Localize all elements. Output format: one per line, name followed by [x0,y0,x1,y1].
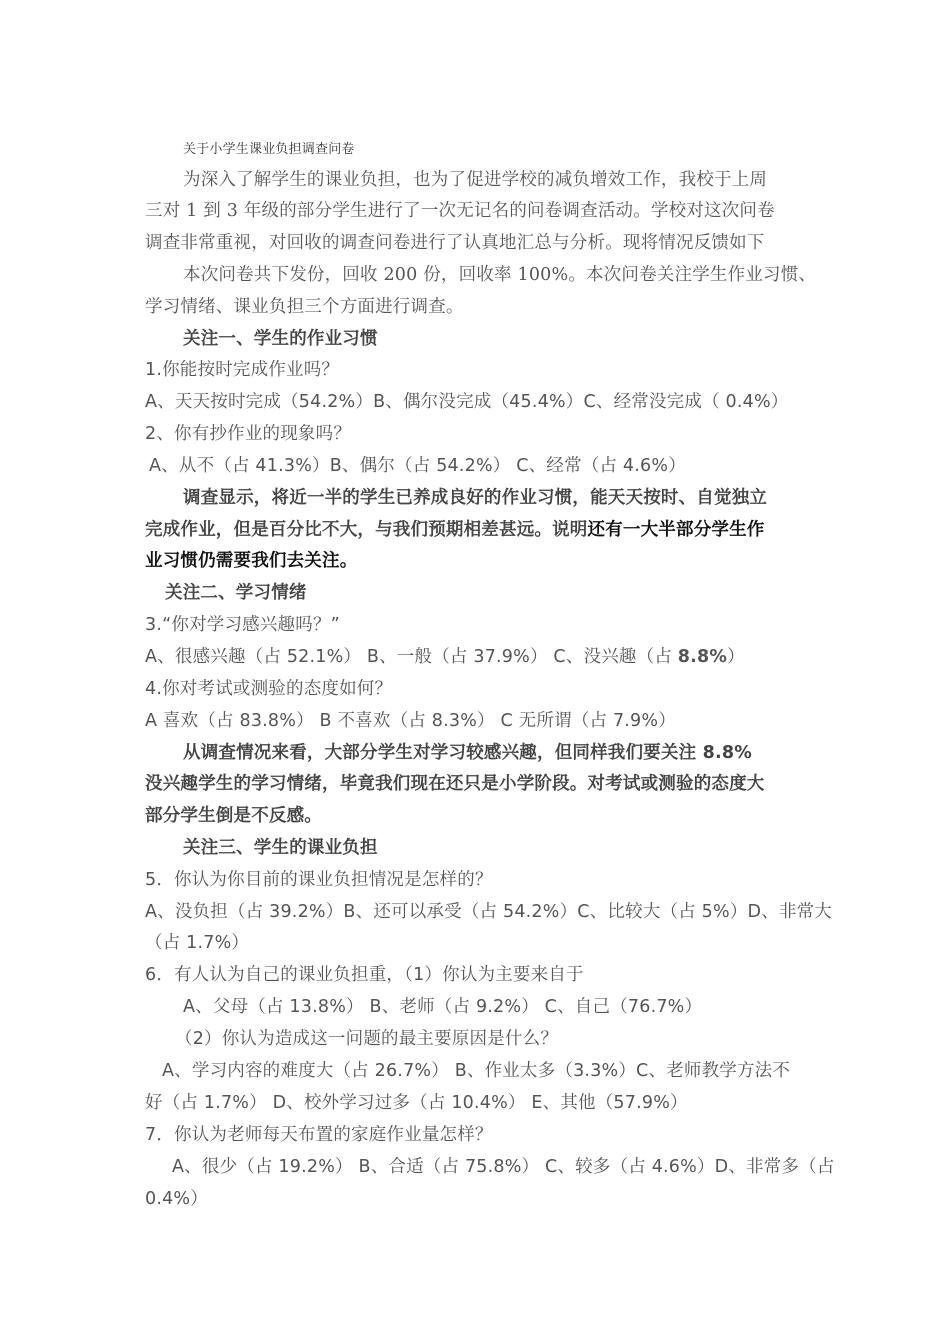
intro-line-1: 为深入了解学生的课业负担，也为了促进学校的减负增效工作，我校于上周 [183,170,768,190]
intro-line-3: 调查非常重视，对回收的调查问卷进行了认真地汇总与分析。现将情况反馈如下 [145,233,765,253]
question-1-answers: A、天天按时完成（54.2%）B、偶尔没完成（45.4%）C、经常没完成（ 0.4%） [145,392,789,412]
question-5: 5．你认为你目前的课业负担情况是怎样的？ [145,870,493,890]
question-6-part-2-answers-line-1: A、学习内容的难度大（占 26.7%） B、作业太多（3.3%）C、老师教学方法不 [162,1061,791,1081]
question-5-answers-line-1: A、没负担（占 39.2%）B、还可以承受（占 54.2%）C、比较大（占 5%）D、非常大 [145,902,833,922]
section-1-heading: 关注一、学生的作业习惯 [183,329,378,349]
question-6-answers: A、父母（占 13.8%） B、老师（占 9.2%） C、自己（76.7%） [183,997,703,1017]
question-4-answers: A 喜欢（占 83.8%） B 不喜欢（占 8.3%） C 无所谓（占 7.9%） [145,711,676,731]
question-3-answer-c-value: 8.8% [677,647,728,667]
question-2: 2、你有抄作业的现象吗？ [145,424,352,444]
question-3-answers-text: A、很感兴趣（占 52.1%） B、一般（占 37.9%） C、没兴趣（占 [145,647,678,667]
question-7-answers-line-2: 0.4%） [145,1189,208,1209]
question-7: 7．你认为老师每天布置的家庭作业量怎样？ [145,1125,493,1145]
intro-line-4: 本次问卷共下发份，回收 200 份，回收率 100%。本次问卷关注学生作业习惯、 [183,265,817,285]
question-3-answers-close: ） [727,647,745,667]
question-6-part-2: （2）你认为造成这一问题的最主要原因是什么？ [175,1029,559,1049]
section-3-heading: 关注三、学生的课业负担 [183,838,378,858]
summary-2-line-2: 没兴趣学生的学习情绪，毕竟我们现在还只是小学阶段。对考试或测验的态度大 [145,774,765,794]
question-4: 4.你对考试或测验的态度如何？ [145,679,393,699]
summary-1-line-1: 调查显示，将近一半的学生已养成良好的作业习惯，能天天按时、自觉独立 [183,488,768,508]
question-7-answers-line-1: A、很少（占 19.2%） B、合适（占 75.8%） C、较多（占 4.6%）D、非常多（占 [172,1157,835,1177]
summary-1-line-2-normal: 完成作业，但是百分比不大，与我们预期相差甚远。说明 [145,520,588,540]
question-3: 3.“你对学习感兴趣吗？” [145,615,340,635]
summary-1-line-2 [145,518,765,542]
summary-1-line-2-emphasis: 还有一大半部分学生作 [587,520,765,540]
question-5-answers-line-2: （占 1.7%） [145,933,250,953]
question-3-answers [145,645,745,669]
intro-line-5: 学习情绪、课业负担三个方面进行调查。 [145,297,464,317]
question-1: 1.你能按时完成作业吗？ [145,360,340,380]
question-2-answers: A、从不（占 41.3%）B、偶尔（占 54.2%） C、经常（占 4.6%） [149,456,686,476]
section-2-heading: 关注二、学习情绪 [165,583,307,603]
summary-1-line-3: 业习惯仍需要我们去关注。 [145,551,358,571]
summary-2-line-1: 从调查情况来看，大部分学生对学习较感兴趣，但同样我们要关注 8.8% [183,743,752,763]
intro-line-2: 三对 1 到 3 年级的部分学生进行了一次无记名的问卷调查活动。学校对这次问卷 [145,201,775,221]
question-6: 6．有人认为自己的课业负担重，（1）你认为主要来自于 [145,965,584,985]
question-6-part-2-answers-line-2: 好（占 1.7%） D、校外学习过多（占 10.4%） E、其他（57.9%） [145,1093,688,1113]
summary-2-line-3: 部分学生倒是不反感。 [145,806,322,826]
doc-title: 关于小学生课业负担调查问卷 [183,142,355,157]
